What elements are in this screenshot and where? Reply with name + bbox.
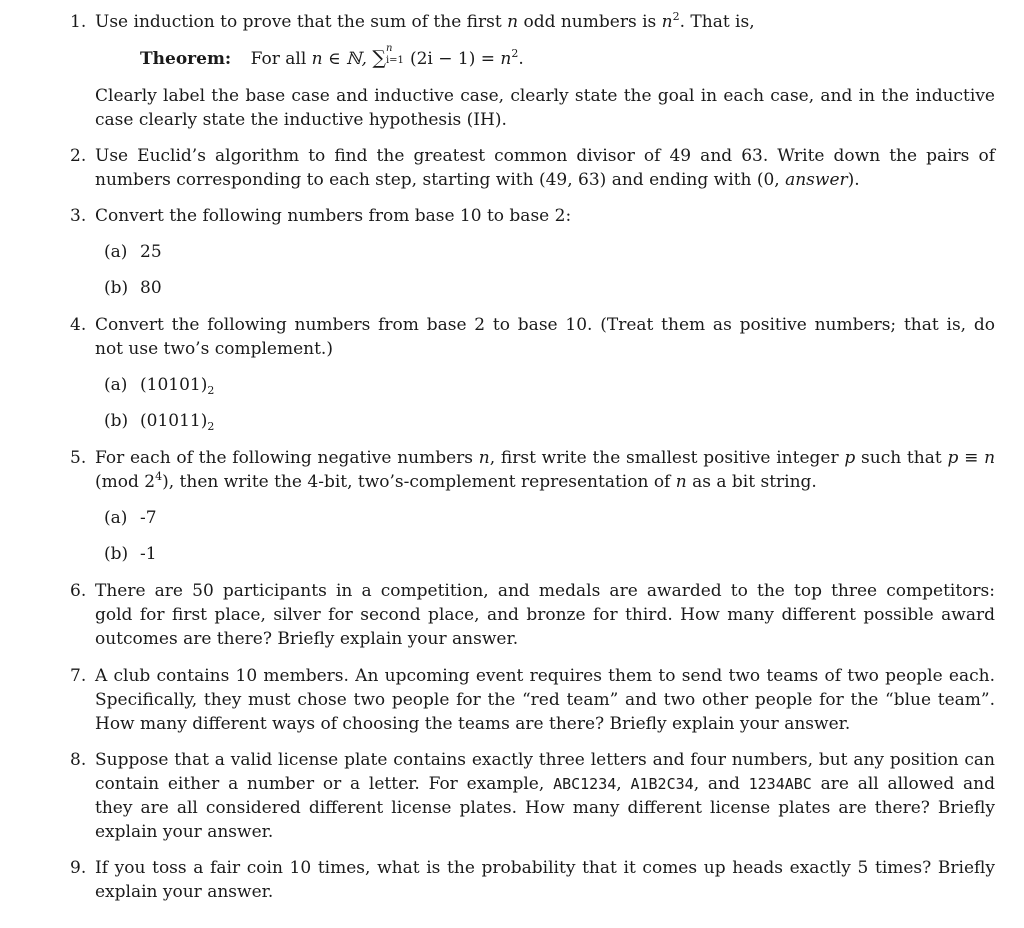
problem-text: If you toss a fair coin 10 times, what is the probability that it comes up heads exactly 5 times? Briefly explain your answer.: [95, 858, 995, 902]
problem-number: 1.: [70, 12, 87, 32]
plate-example: A1B2C34: [630, 775, 694, 793]
theorem: Theorem: For all n ∈ ℕ, ∑ n i=1 $(2i - 1) = n^2$.: [140, 43, 524, 69]
problem-text: Suppose that a valid license plate contains exactly three letters and four numbers, but any position can contain either a number or a letter. For example, ABC1234, A1B2C34, and 1234ABC are all allowed and they are all considered different license plates. How many different license plates are there? Briefly explain your answer.: [95, 750, 995, 842]
problem-5-part-b: (b) -1: [104, 544, 157, 564]
problem-number: 6.: [70, 581, 87, 601]
plate-example: 1234ABC: [748, 775, 812, 793]
problem-4-part-b: (b) $(01011)_2$: [104, 411, 215, 433]
problem-3-part-a: (a) 25: [104, 242, 162, 262]
problem-number: 9.: [70, 858, 87, 878]
problem-number: 3.: [70, 206, 87, 226]
sum-symbol: ∑: [372, 47, 386, 69]
problem-text: A club contains 10 members. An upcoming event requires them to send two teams of two people each. Specifically, they must chose two people for the “red team” and two other people for the “blue team”. How many different ways of choosing the teams are there? Briefly explain your answer.: [95, 666, 995, 734]
problem-number: 5.: [70, 448, 87, 468]
problem-text: Convert the following numbers from base 2 to base 10. (Treat them as positive numbers; that is, do not use two’s complement.): [95, 315, 995, 359]
sum-limits: n i=1: [385, 43, 404, 66]
problem-number: 8.: [70, 750, 87, 770]
problem-number: 7.: [70, 666, 87, 686]
problem-text: Use Euclid’s algorithm to find the greatest common divisor of 49 and 63. Write down the pairs of numbers corresponding to each step, starting with (49, 63) and ending with (0, answer).: [95, 146, 995, 190]
plate-example: ABC1234: [553, 775, 617, 793]
problem-5-part-a: (a) -7: [104, 508, 157, 528]
problem-3-part-b: (b) 80: [104, 278, 162, 298]
problem-text: Use induction to prove that the sum of the first n odd numbers is $n^2$. That is,: [95, 10, 755, 32]
problem-text: For each of the following negative numbers n, first write the smallest positive integer p such that p ≡ n (mod $2^4$), then write the 4-bit, two’s-complement representation of n as a bit string.: [95, 448, 996, 492]
theorem-label: Theorem:: [140, 49, 232, 69]
problem-text: There are 50 participants in a competition, and medals are awarded to the top three competitors: gold for first place, silver for second place, and bronze for third. How many different possible award outcomes are there? Briefly explain your answer.: [95, 581, 995, 649]
problem-4-part-a: (a) $(10101)_2$: [104, 375, 215, 397]
problem-number: 2.: [70, 146, 87, 166]
problem-number: 4.: [70, 315, 87, 335]
problem-text: Convert the following numbers from base 10 to base 2:: [95, 206, 572, 226]
